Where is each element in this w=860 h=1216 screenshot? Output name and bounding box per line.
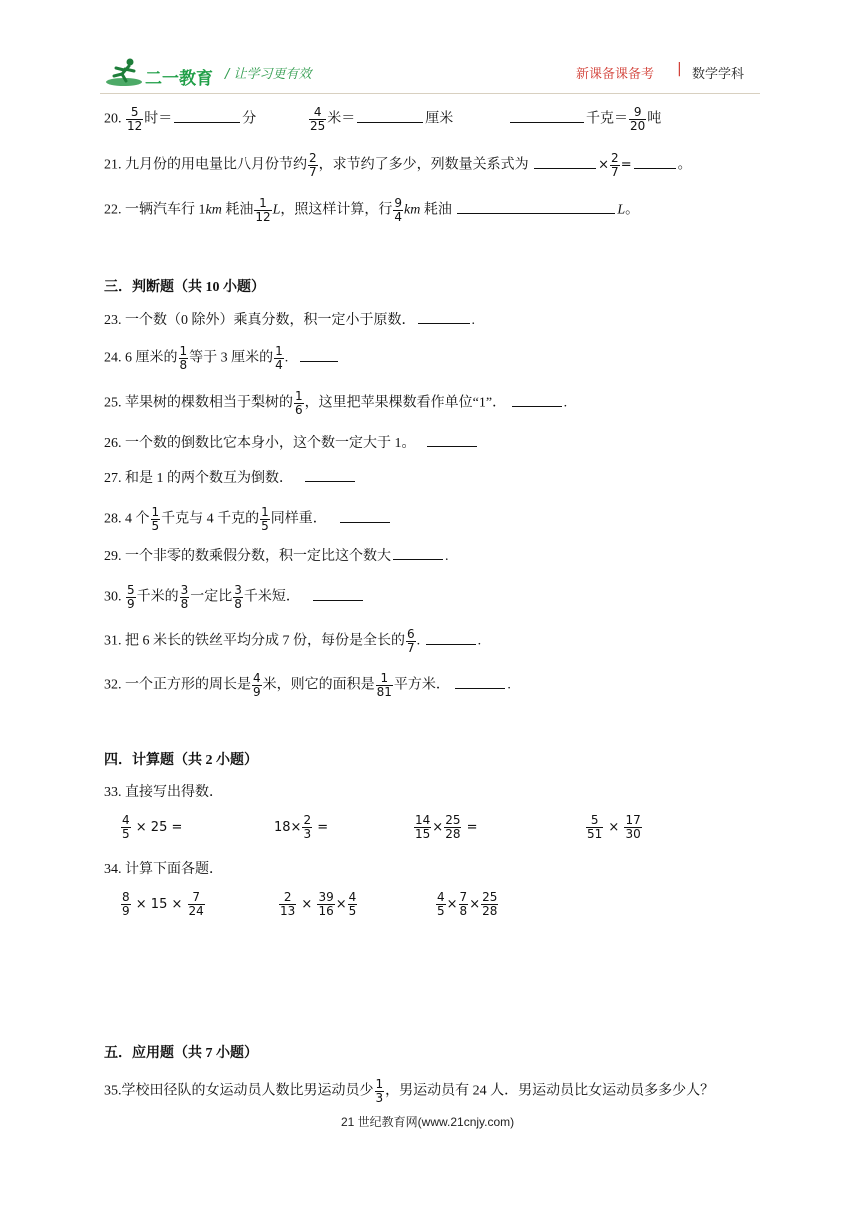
numerator: 6 xyxy=(407,627,415,641)
expression-34-1 xyxy=(120,891,206,918)
expression-text: × 25 = xyxy=(135,820,183,835)
question-text: 直接写出得数． xyxy=(125,785,223,800)
unit-liter: L xyxy=(272,202,281,218)
denominator: 8 xyxy=(179,358,188,372)
question-text: 一个非零的数乘假分数，积一定比这个数大 xyxy=(125,549,391,564)
question-text: 学校田径队的女运动员人数比男运动员少 xyxy=(121,1083,374,1099)
fraction xyxy=(375,1078,385,1105)
question-number: 21. xyxy=(104,157,122,173)
numerator: 8 xyxy=(122,890,130,904)
punctuation: . xyxy=(416,633,421,649)
punctuation: 。 xyxy=(677,157,692,173)
question-22 xyxy=(104,197,639,224)
numerator: 4 xyxy=(348,890,357,904)
punctuation: . xyxy=(445,549,449,564)
numerator: 14 xyxy=(415,813,431,827)
unit-text: 吨 xyxy=(647,111,662,127)
unit-text: 千克＝ xyxy=(586,111,628,127)
question-21 xyxy=(104,152,692,179)
header-separator: | xyxy=(677,61,682,77)
denominator: 13 xyxy=(280,904,296,918)
question-text: 苹果树的棵数相当于梨树的 xyxy=(125,395,293,411)
expression-33-1 xyxy=(120,814,182,841)
question-text: 一个数的倒数比它本身小，这个数一定大于 1。 xyxy=(125,436,416,451)
header-divider xyxy=(100,93,760,94)
denominator: 5 xyxy=(122,827,130,841)
answer-blank[interactable] xyxy=(455,674,505,689)
denominator: 3 xyxy=(375,1091,384,1105)
denominator: 7 xyxy=(407,641,415,655)
denominator: 8 xyxy=(180,597,189,611)
expression-text: = xyxy=(466,820,478,835)
fraction xyxy=(294,390,304,417)
punctuation: . xyxy=(477,633,482,649)
answer-blank[interactable] xyxy=(418,309,470,324)
numerator: 3 xyxy=(180,583,189,597)
question-text: ，男运动员有 24 人．男运动员比女运动员多多少人？ xyxy=(385,1083,715,1099)
question-20c xyxy=(508,106,661,133)
fraction xyxy=(414,814,431,841)
unit-text: 米＝ xyxy=(327,111,356,127)
question-28 xyxy=(104,506,392,533)
numerator: 39 xyxy=(318,890,334,904)
fraction xyxy=(151,506,161,533)
numerator: 5 xyxy=(127,583,135,597)
fraction xyxy=(436,891,446,918)
fraction xyxy=(308,152,318,179)
runner-logo-icon xyxy=(104,56,144,88)
numerator: 2 xyxy=(303,813,312,827)
question-34 xyxy=(104,860,223,880)
logo-text: 二一教育 xyxy=(145,69,213,89)
question-text: 等于 3 厘米的 xyxy=(189,350,274,366)
question-text: 6 厘米的 xyxy=(125,350,178,366)
fraction xyxy=(260,506,270,533)
denominator: 12 xyxy=(127,119,143,133)
fraction xyxy=(254,197,271,224)
denominator: 28 xyxy=(482,904,498,918)
denominator: 25 xyxy=(310,119,326,133)
question-text: 一定比 xyxy=(190,589,233,605)
numerator: 1 xyxy=(254,197,271,211)
answer-blank[interactable] xyxy=(305,467,355,482)
fraction xyxy=(188,891,205,918)
times-sign: × xyxy=(446,897,458,912)
numerator: 5 xyxy=(586,814,603,828)
question-text: 千克与 4 千克的 xyxy=(161,511,260,527)
times-sign: × xyxy=(432,820,444,835)
numerator: 25 xyxy=(482,890,498,904)
unit-text: 分 xyxy=(242,111,257,127)
denominator: 5 xyxy=(437,904,445,918)
question-text: 一辆汽车行 1 xyxy=(125,202,206,218)
question-27 xyxy=(104,467,357,489)
expression-33-3 xyxy=(413,814,478,841)
question-text: 把 6 米长的铁丝平均分成 7 份，每份是全长的 xyxy=(125,633,405,649)
fraction xyxy=(233,584,243,611)
question-30 xyxy=(104,584,365,611)
expression-33-2 xyxy=(274,814,328,841)
question-number: 20. xyxy=(104,111,122,127)
fraction xyxy=(444,814,461,841)
expression-34-3 xyxy=(435,891,499,918)
question-25 xyxy=(104,390,567,417)
expression-34-2 xyxy=(278,891,358,918)
numerator: 1 xyxy=(179,344,188,358)
denominator: 30 xyxy=(625,827,641,841)
fraction xyxy=(610,152,620,179)
question-text: 4 个 xyxy=(125,511,150,527)
fraction xyxy=(121,814,131,841)
question-29 xyxy=(104,545,449,567)
denominator: 24 xyxy=(188,904,204,918)
punctuation: . xyxy=(563,395,568,411)
fraction xyxy=(406,628,416,655)
fraction xyxy=(348,891,358,918)
numerator: 2 xyxy=(611,151,619,165)
answer-blank[interactable] xyxy=(534,154,596,169)
fraction xyxy=(126,106,143,133)
question-text: 平方米． xyxy=(393,677,450,693)
question-text: 米，则它的面积是 xyxy=(262,677,375,693)
question-text: ，照这样计算，行 xyxy=(280,202,393,218)
denominator: 9 xyxy=(127,597,135,611)
denominator: 5 xyxy=(348,904,357,918)
denominator: 7 xyxy=(309,165,317,179)
question-text: 耗油 xyxy=(221,202,254,218)
question-33 xyxy=(104,783,223,803)
fraction xyxy=(274,345,284,372)
question-number: 34. xyxy=(104,862,122,877)
expression-text: = xyxy=(317,820,329,835)
fraction xyxy=(180,584,190,611)
section-title-judgement: 三．判断题（共 10 小题） xyxy=(104,280,265,295)
numerator: 4 xyxy=(122,813,130,827)
question-23 xyxy=(104,309,475,331)
slogan: / 让学习更有效 xyxy=(225,67,312,82)
question-text: 耗油 xyxy=(420,202,452,218)
question-number: 30. xyxy=(104,589,122,605)
fraction xyxy=(624,814,641,841)
fraction xyxy=(317,891,334,918)
numerator: 9 xyxy=(394,196,403,210)
numerator: 4 xyxy=(309,106,326,120)
numerator: 7 xyxy=(459,890,468,904)
header-subject: 数学学科 xyxy=(692,67,745,82)
times-sign: × xyxy=(469,897,481,912)
numerator: 4 xyxy=(253,671,261,685)
denominator: 8 xyxy=(459,904,468,918)
numerator: 5 xyxy=(126,106,143,120)
denominator: 6 xyxy=(295,403,303,417)
denominator: 51 xyxy=(587,827,603,841)
question-number: 35. xyxy=(104,1083,122,1099)
punctuation: . xyxy=(507,677,511,693)
answer-blank[interactable] xyxy=(457,199,615,214)
answer-blank[interactable] xyxy=(512,392,562,407)
answer-blank[interactable] xyxy=(300,347,338,362)
fraction xyxy=(481,891,498,918)
numerator: 9 xyxy=(629,106,646,120)
section-title-application: 五．应用题（共 7 小题） xyxy=(104,1046,258,1061)
fraction xyxy=(252,672,262,699)
expression-33-4 xyxy=(585,814,643,841)
question-35 xyxy=(104,1078,714,1105)
question-26 xyxy=(104,432,479,454)
question-number: 32. xyxy=(104,677,122,693)
answer-blank[interactable] xyxy=(510,108,584,123)
times-sign: × xyxy=(335,897,347,912)
unit-text: 时＝ xyxy=(144,111,173,127)
fraction xyxy=(179,345,189,372)
question-number: 27. xyxy=(104,471,122,486)
fraction xyxy=(309,106,326,133)
fraction xyxy=(459,891,469,918)
times-sign: × xyxy=(301,897,313,912)
numerator: 1 xyxy=(151,505,160,519)
fraction xyxy=(279,891,296,918)
numerator: 1 xyxy=(261,505,269,519)
expression-text: × 15 × xyxy=(135,897,183,912)
denominator: 15 xyxy=(415,827,431,841)
question-number: 28. xyxy=(104,511,122,527)
answer-blank[interactable] xyxy=(357,108,423,123)
numerator: 1 xyxy=(275,344,283,358)
numerator: 3 xyxy=(234,583,242,597)
answer-blank[interactable] xyxy=(313,586,363,601)
section-title-calculation: 四．计算题（共 2 小题） xyxy=(104,753,258,768)
numerator: 2 xyxy=(279,891,296,905)
question-text: ，求节约了多少，列数量关系式为 xyxy=(318,157,529,173)
fraction xyxy=(121,891,131,918)
unit-km: km xyxy=(205,202,222,218)
question-number: 31. xyxy=(104,633,122,649)
header-tagline: 新课备课备考 xyxy=(576,67,655,82)
question-number: 26. xyxy=(104,436,122,451)
question-text: ，这里把苹果棵数看作单位“1”． xyxy=(304,395,507,411)
numerator: 7 xyxy=(188,891,205,905)
question-number: 25. xyxy=(104,395,122,411)
numerator: 1 xyxy=(375,1077,384,1091)
question-number: 23. xyxy=(104,313,122,328)
denominator: 16 xyxy=(318,904,334,918)
question-number: 29. xyxy=(104,549,122,564)
denominator: 7 xyxy=(611,165,619,179)
denominator: 81 xyxy=(376,685,392,699)
answer-blank[interactable] xyxy=(426,630,476,645)
question-text: 一个正方形的周长是 xyxy=(125,677,251,693)
times-sign: × xyxy=(608,820,620,835)
question-text: 一个数（0 除外）乘真分数，积一定小于原数． xyxy=(125,313,416,328)
numerator: 1 xyxy=(295,389,303,403)
numerator: 17 xyxy=(625,813,641,827)
denominator: 3 xyxy=(303,827,312,841)
fraction xyxy=(393,197,403,224)
question-24 xyxy=(104,345,340,372)
question-text: 同样重． xyxy=(270,511,327,527)
denominator: 9 xyxy=(253,685,261,699)
question-text: 千米的 xyxy=(136,589,179,605)
page-footer: 21 世纪教育网(www.21cnjy.com) xyxy=(341,1115,515,1129)
question-text: 九月份的用电量比八月份节约 xyxy=(125,157,307,173)
question-number: 22. xyxy=(104,202,122,218)
question-31 xyxy=(104,628,481,655)
unit-km: km xyxy=(404,202,421,218)
unit-liter: L xyxy=(617,202,626,218)
denominator: 12 xyxy=(255,210,271,224)
punctuation: . xyxy=(284,350,289,366)
question-20 xyxy=(104,106,256,133)
fraction xyxy=(126,584,136,611)
unit-text: 厘米 xyxy=(425,111,454,127)
fraction xyxy=(586,814,603,841)
numerator: 2 xyxy=(309,151,317,165)
question-32 xyxy=(104,672,511,699)
punctuation: 。 xyxy=(625,202,640,218)
answer-blank[interactable] xyxy=(393,545,443,560)
denominator: 28 xyxy=(445,827,461,841)
question-20b xyxy=(308,106,453,133)
fraction xyxy=(302,814,312,841)
question-text: 计算下面各题． xyxy=(125,862,223,877)
denominator: 4 xyxy=(275,358,283,372)
answer-blank[interactable] xyxy=(427,432,477,447)
numerator: 1 xyxy=(376,672,393,686)
numerator: 4 xyxy=(437,890,445,904)
denominator: 5 xyxy=(151,519,160,533)
denominator: 9 xyxy=(122,904,130,918)
equals-sign: = xyxy=(620,157,632,173)
denominator: 8 xyxy=(234,597,242,611)
punctuation: . xyxy=(471,313,475,328)
times-sign: × xyxy=(598,157,610,173)
numerator: 25 xyxy=(445,813,461,827)
denominator: 20 xyxy=(630,119,646,133)
fraction xyxy=(629,106,646,133)
denominator: 4 xyxy=(394,210,403,224)
expression-text: 18× xyxy=(274,820,302,835)
answer-blank[interactable] xyxy=(340,508,390,523)
answer-blank[interactable] xyxy=(634,154,676,169)
question-text: 千米短． xyxy=(243,589,300,605)
fraction xyxy=(376,672,393,699)
question-text: 和是 1 的两个数互为倒数． xyxy=(125,471,293,486)
question-number: 33. xyxy=(104,785,122,800)
answer-blank[interactable] xyxy=(174,108,240,123)
denominator: 5 xyxy=(261,519,269,533)
question-number: 24. xyxy=(104,350,122,366)
